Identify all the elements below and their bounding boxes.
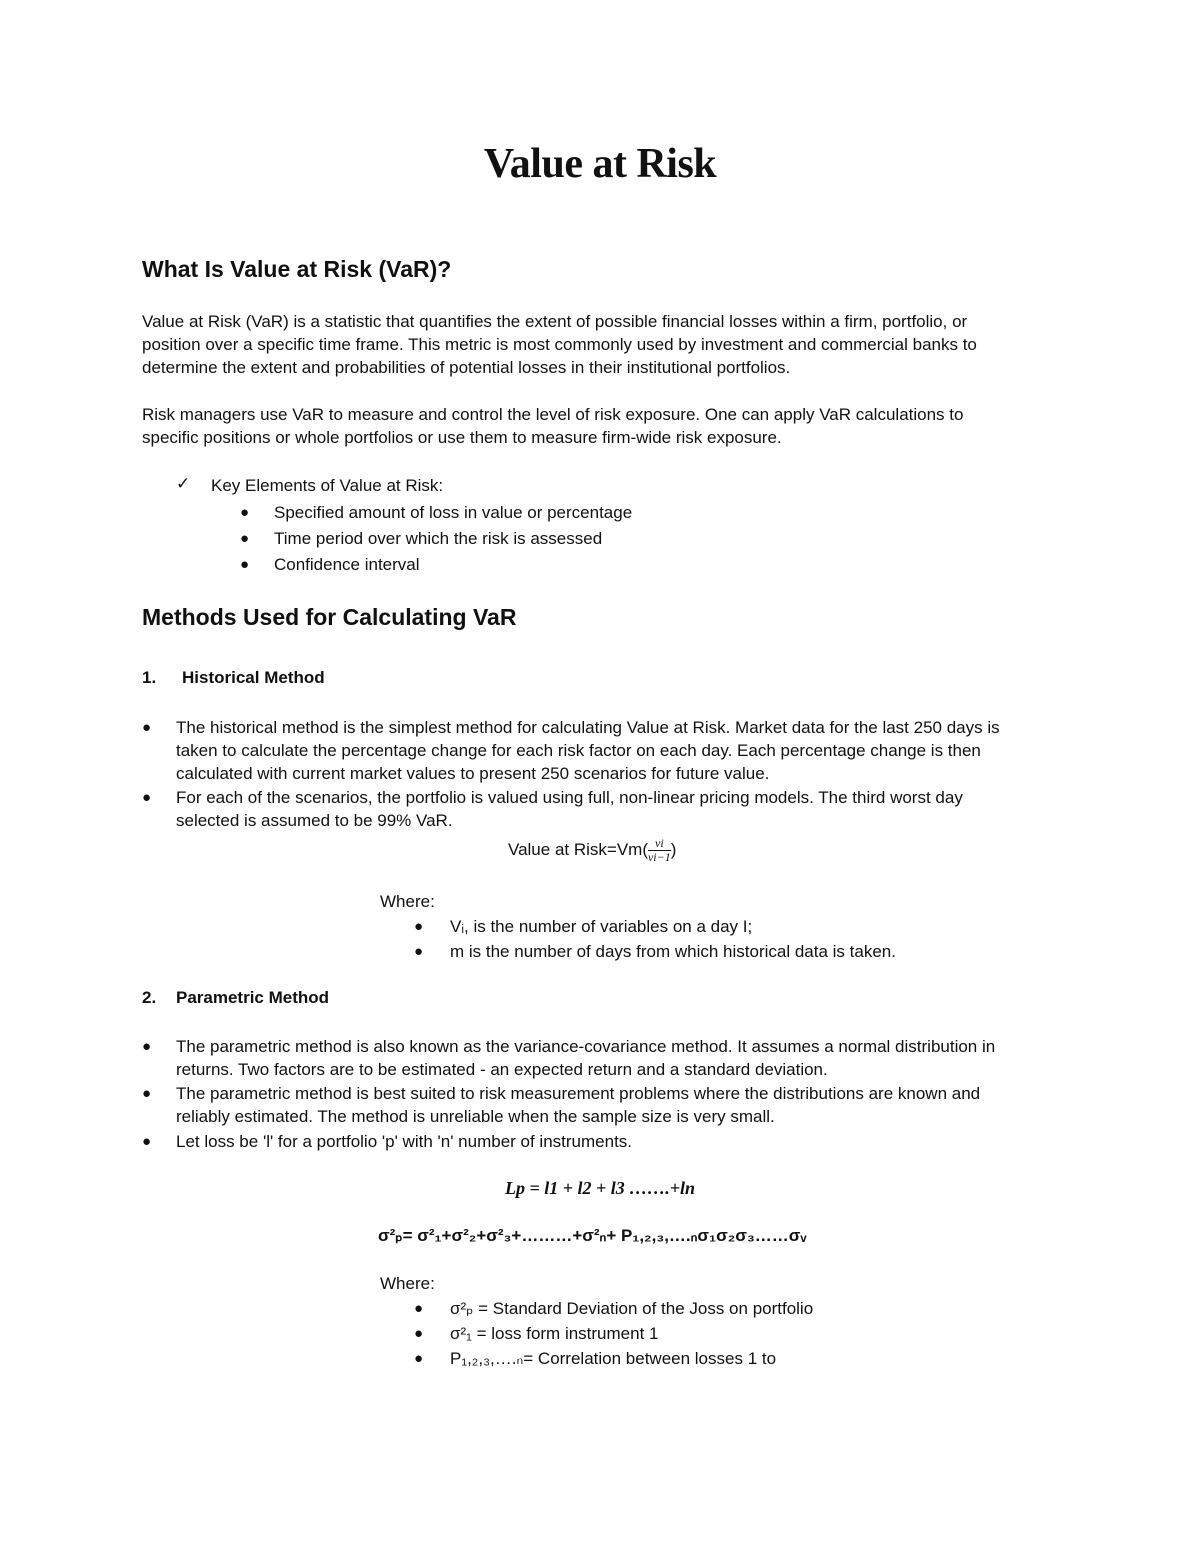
- where-label: Where:: [380, 1274, 435, 1293]
- paragraph-line: calculated with current market values to present 250 scenarios for future value.: [176, 764, 770, 783]
- bullet-icon: ●: [414, 943, 424, 960]
- paragraph-line: position over a specific time frame. This metric is most commonly used by investment and commercial banks to: [142, 335, 977, 354]
- key-element-item: Specified amount of loss in value or percentage: [274, 503, 633, 522]
- historical-bullet-2: [176, 786, 1056, 832]
- formula-portfolio-loss: Lp = l1 + l2 + l3 …….+ln: [504, 1178, 696, 1198]
- key-element-item: Time period over which the risk is assessed: [274, 529, 603, 548]
- paragraph-line: returns. Two factors are to be estimated - an expected return and a standard deviation.: [176, 1060, 828, 1079]
- method-number: 2.: [142, 988, 157, 1007]
- formula-prefix: Value at Risk=Vm(: [508, 839, 648, 859]
- key-elements-label: Key Elements of Value at Risk:: [211, 476, 444, 495]
- section-heading-what-is-var: What Is Value at Risk (VaR)?: [142, 256, 452, 282]
- paragraph-var-definition: [142, 310, 1042, 379]
- bullet-icon: ●: [142, 1038, 152, 1055]
- bullet-icon: ●: [240, 530, 250, 547]
- parametric-bullet-1: [176, 1035, 1056, 1081]
- paragraph-line: The parametric method is best suited to risk measurement problems where the distributions are known and: [176, 1084, 981, 1103]
- where-label: Where:: [380, 892, 435, 911]
- paragraph-line: The parametric method is also known as the variance-covariance method. It assumes a normal distribution in: [176, 1037, 996, 1056]
- fraction-numerator: vi: [648, 837, 671, 851]
- bullet-icon: ●: [414, 1300, 424, 1317]
- paragraph-line: specific positions or whole portfolios or use them to measure firm-wide risk exposure.: [142, 428, 782, 447]
- paragraph-line: Value at Risk (VaR) is a statistic that quantifies the extent of possible financial losses within a firm, portfolio, or: [142, 312, 968, 331]
- parametric-bullet-3: Let loss be 'l' for a portfolio 'p' with 'n' number of instruments.: [176, 1132, 633, 1151]
- where-item: Vᵢ, is the number of variables on a day I;: [450, 917, 753, 936]
- section-heading-methods: Methods Used for Calculating VaR: [142, 604, 517, 630]
- formula-historical-var: [508, 837, 676, 864]
- bullet-icon: ●: [414, 1325, 424, 1342]
- historical-bullet-1: [176, 716, 1056, 785]
- bullet-icon: ●: [142, 1133, 152, 1150]
- where-item: σ²₁ = loss form instrument 1: [450, 1324, 659, 1343]
- where-item: σ²ₚ = Standard Deviation of the Joss on portfolio: [450, 1299, 814, 1318]
- bullet-icon: ●: [240, 556, 250, 573]
- checkmark-icon: ✓: [176, 474, 191, 493]
- where-item: P₁,₂,₃,….ₙ= Correlation between losses 1 to: [450, 1349, 777, 1368]
- bullet-icon: ●: [414, 918, 424, 935]
- formula-portfolio-variance: σ²ₚ= σ²₁+σ²₂+σ²₃+………+σ²ₙ+ P₁,₂,₃,….ₙσ₁σ₂σ₃……σᵥ: [378, 1226, 807, 1245]
- key-element-item: Confidence interval: [274, 555, 420, 574]
- method-title-historical: Historical Method: [182, 668, 325, 687]
- formula-fraction: [648, 837, 671, 864]
- bullet-icon: ●: [142, 719, 152, 736]
- bullet-icon: ●: [414, 1350, 424, 1367]
- formula-suffix: ): [670, 839, 677, 859]
- document-title: Value at Risk: [483, 141, 717, 187]
- paragraph-line: The historical method is the simplest method for calculating Value at Risk. Market data for the last 250 days is: [176, 718, 1000, 737]
- method-title-parametric: Parametric Method: [176, 988, 330, 1007]
- paragraph-line: determine the extent and probabilities of potential losses in their institutional portfolios.: [142, 358, 791, 377]
- where-item: m is the number of days from which historical data is taken.: [450, 942, 896, 961]
- bullet-icon: ●: [142, 789, 152, 806]
- bullet-icon: ●: [142, 1085, 152, 1102]
- parametric-bullet-2: [176, 1082, 1056, 1128]
- paragraph-line: Risk managers use VaR to measure and control the level of risk exposure. One can apply VaR calculations to: [142, 405, 964, 424]
- fraction-denominator: vi−1: [647, 850, 671, 864]
- paragraph-line: selected is assumed to be 99% VaR.: [176, 811, 453, 830]
- paragraph-line: taken to calculate the percentage change for each risk factor on each day. Each percentage change is then: [176, 741, 981, 760]
- paragraph-line: For each of the scenarios, the portfolio is valued using full, non-linear pricing models. The third worst day: [176, 788, 963, 807]
- method-number: 1.: [142, 668, 157, 687]
- paragraph-line: reliably estimated. The method is unreliable when the sample size is very small.: [176, 1107, 775, 1126]
- paragraph-risk-managers: [142, 403, 1042, 449]
- bullet-icon: ●: [240, 504, 250, 521]
